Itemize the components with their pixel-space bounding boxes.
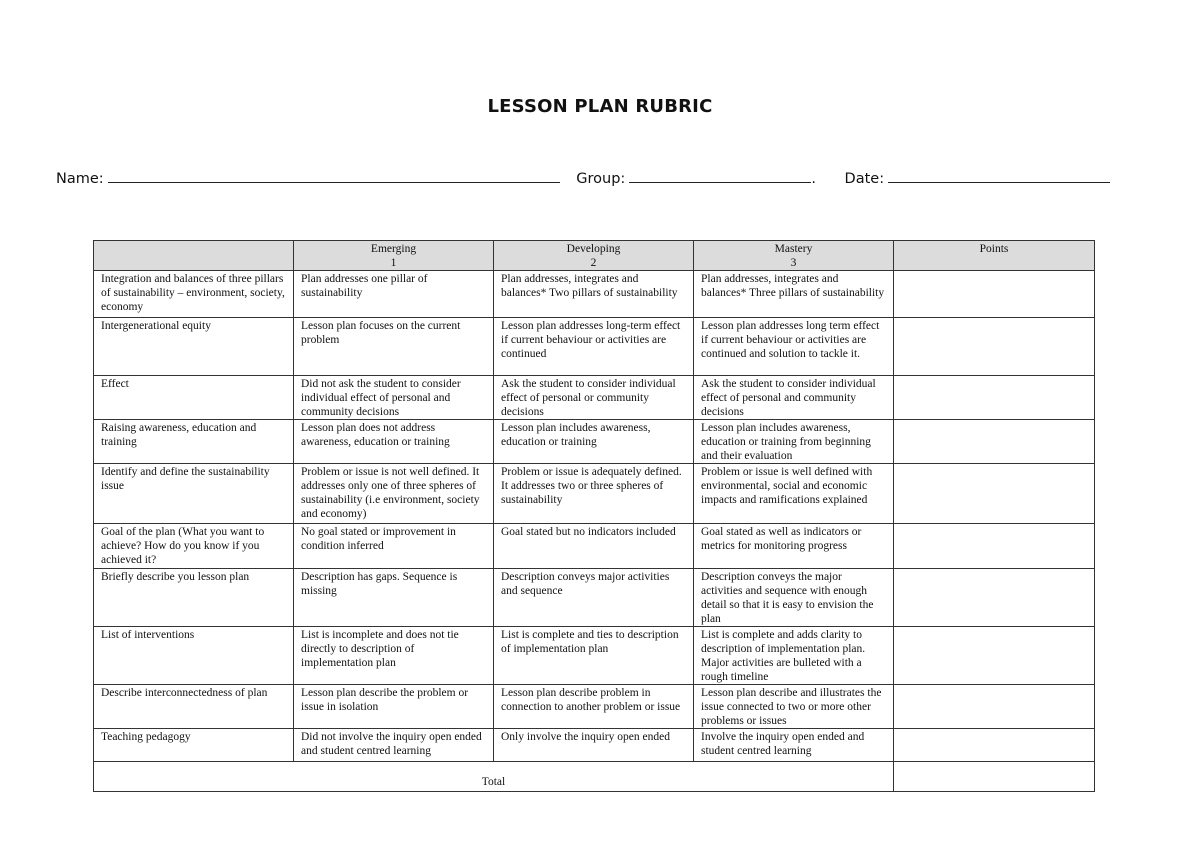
rubric-table — [93, 240, 1095, 792]
mastery-cell: List is complete and adds clarity to description of implementation plan. Major activities are bulleted with a rough timeline — [694, 627, 894, 685]
emerging-cell: Plan addresses one pillar of sustainability — [294, 271, 494, 318]
header-criterion — [94, 241, 294, 271]
name-field[interactable] — [108, 169, 560, 183]
criterion-cell: Raising awareness, education and training — [94, 420, 294, 464]
total-label: Total — [94, 762, 894, 792]
header-mastery: Mastery 3 — [694, 241, 894, 271]
points-cell[interactable] — [894, 685, 1095, 729]
header-fields — [56, 169, 1110, 187]
emerging-cell: Lesson plan does not address awareness, education or training — [294, 420, 494, 464]
developing-cell: Ask the student to consider individual effect of personal or community decisions — [494, 376, 694, 420]
mastery-cell: Plan addresses, integrates and balances* Three pillars of sustainability — [694, 271, 894, 318]
table-row — [94, 271, 1095, 318]
developing-cell: Lesson plan includes awareness, education or training — [494, 420, 694, 464]
points-cell[interactable] — [894, 420, 1095, 464]
points-cell[interactable] — [894, 569, 1095, 627]
points-cell[interactable] — [894, 464, 1095, 524]
date-label: Date: — [844, 171, 885, 187]
developing-cell: Lesson plan addresses long-term effect if current behaviour or activities are continued — [494, 318, 694, 376]
table-row — [94, 685, 1095, 729]
name-label: Name: — [56, 171, 104, 187]
criterion-cell: Integration and balances of three pillars of sustainability – environment, society, economy — [94, 271, 294, 318]
emerging-cell: Problem or issue is not well defined. It addresses only one of three spheres of sustainability (i.e environment, society and economy) — [294, 464, 494, 524]
developing-cell: List is complete and ties to description of implementation plan — [494, 627, 694, 685]
mastery-cell: Lesson plan describe and illustrates the issue connected to two or more other problems or issues — [694, 685, 894, 729]
header-points: Points — [894, 241, 1095, 271]
total-points-cell[interactable] — [894, 762, 1095, 792]
table-row — [94, 318, 1095, 376]
table-row — [94, 627, 1095, 685]
points-cell[interactable] — [894, 376, 1095, 420]
mastery-cell: Problem or issue is well defined with environmental, social and economic impacts and ramifications explained — [694, 464, 894, 524]
header-developing: Developing 2 — [494, 241, 694, 271]
criterion-cell: Identify and define the sustainability issue — [94, 464, 294, 524]
points-cell[interactable] — [894, 627, 1095, 685]
table-row — [94, 420, 1095, 464]
emerging-cell: Did not involve the inquiry open ended and student centred learning — [294, 729, 494, 762]
total-row — [94, 762, 1095, 792]
points-cell[interactable] — [894, 729, 1095, 762]
table-row — [94, 569, 1095, 627]
emerging-cell: Description has gaps. Sequence is missing — [294, 569, 494, 627]
mastery-cell: Goal stated as well as indicators or metrics for monitoring progress — [694, 524, 894, 569]
criterion-cell: Teaching pedagogy — [94, 729, 294, 762]
group-field[interactable] — [629, 169, 811, 183]
header-row — [94, 241, 1095, 271]
mastery-cell: Description conveys the major activities and sequence with enough detail so that it is easy to envision the plan — [694, 569, 894, 627]
criterion-cell: Goal of the plan (What you want to achieve? How do you know if you achieved it? — [94, 524, 294, 569]
emerging-cell: Lesson plan focuses on the current problem — [294, 318, 494, 376]
mastery-cell: Lesson plan includes awareness, education or training from beginning and their evaluation — [694, 420, 894, 464]
table-row — [94, 464, 1095, 524]
criterion-cell: List of interventions — [94, 627, 294, 685]
group-suffix: . — [811, 171, 816, 187]
developing-cell: Goal stated but no indicators included — [494, 524, 694, 569]
criterion-cell: Intergenerational equity — [94, 318, 294, 376]
date-field[interactable] — [888, 169, 1110, 183]
developing-cell: Lesson plan describe problem in connection to another problem or issue — [494, 685, 694, 729]
emerging-cell: Did not ask the student to consider individual effect of personal and community decisions — [294, 376, 494, 420]
points-cell[interactable] — [894, 524, 1095, 569]
emerging-cell: No goal stated or improvement in condition inferred — [294, 524, 494, 569]
criterion-cell: Describe interconnectedness of plan — [94, 685, 294, 729]
emerging-cell: Lesson plan describe the problem or issue in isolation — [294, 685, 494, 729]
points-cell[interactable] — [894, 271, 1095, 318]
table-row — [94, 376, 1095, 420]
developing-cell: Only involve the inquiry open ended — [494, 729, 694, 762]
emerging-cell: List is incomplete and does not tie directly to description of implementation plan — [294, 627, 494, 685]
developing-cell: Problem or issue is adequately defined. It addresses two or three spheres of sustainability — [494, 464, 694, 524]
table-row — [94, 729, 1095, 762]
developing-cell: Plan addresses, integrates and balances* Two pillars of sustainability — [494, 271, 694, 318]
points-cell[interactable] — [894, 318, 1095, 376]
criterion-cell: Effect — [94, 376, 294, 420]
mastery-cell: Lesson plan addresses long term effect if current behaviour or activities are continued and solution to tackle it. — [694, 318, 894, 376]
table-row — [94, 524, 1095, 569]
group-label: Group: — [576, 171, 626, 187]
page-title: LESSON PLAN RUBRIC — [487, 96, 713, 117]
developing-cell: Description conveys major activities and sequence — [494, 569, 694, 627]
header-emerging: Emerging 1 — [294, 241, 494, 271]
mastery-cell: Involve the inquiry open ended and student centred learning — [694, 729, 894, 762]
criterion-cell: Briefly describe you lesson plan — [94, 569, 294, 627]
mastery-cell: Ask the student to consider individual effect of personal and community decisions — [694, 376, 894, 420]
